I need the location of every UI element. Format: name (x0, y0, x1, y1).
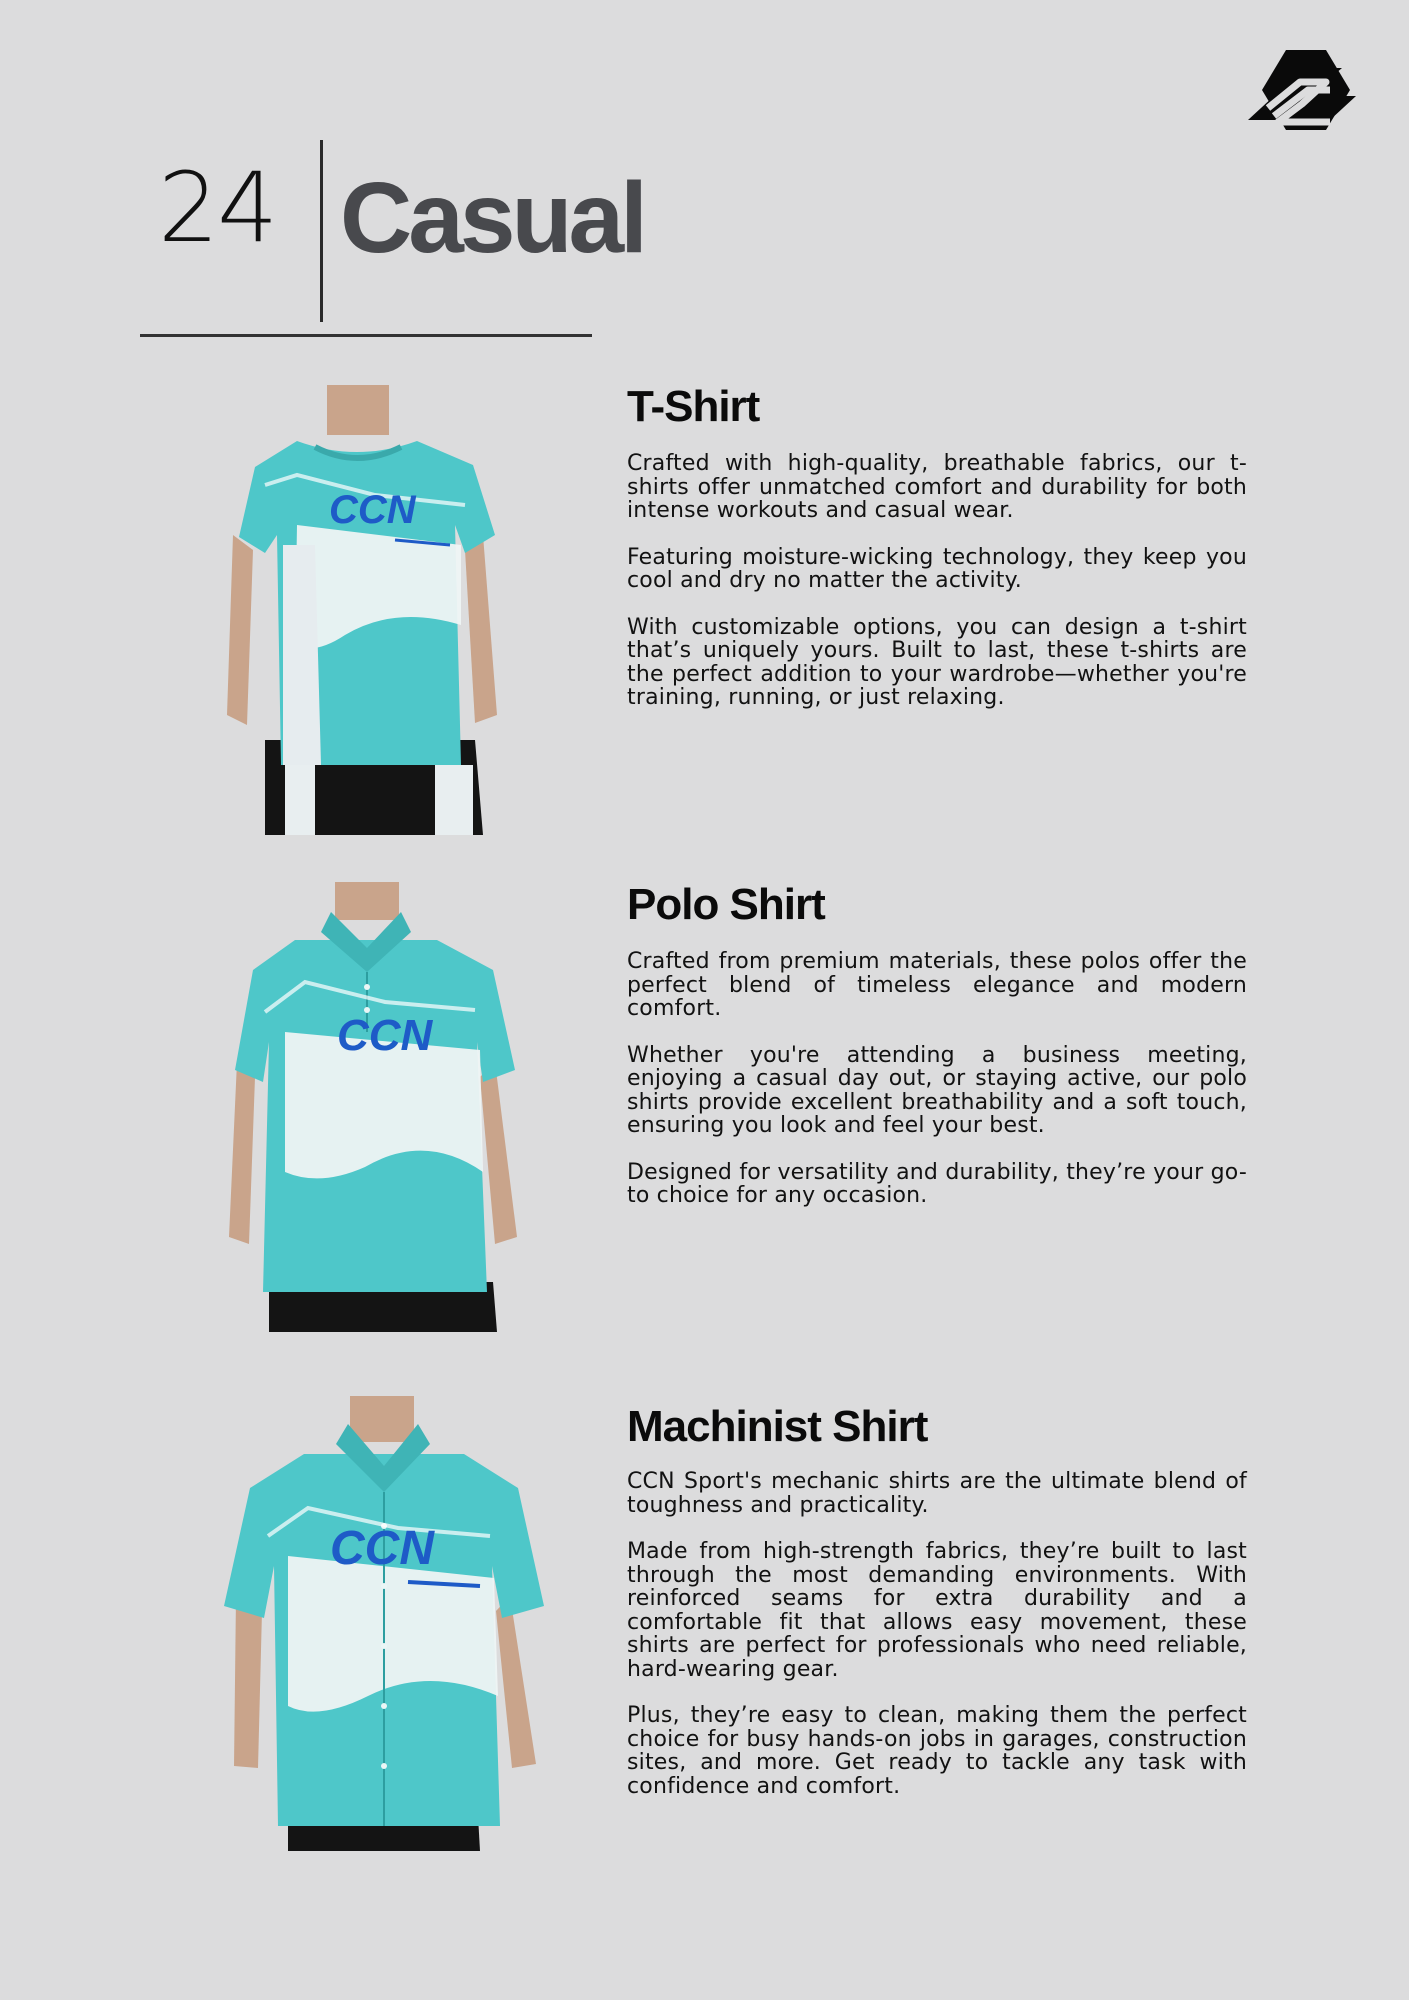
page-number: 24 (158, 152, 277, 264)
description-paragraph: With customizable options, you can design a t-shirt that’s uniquely yours. Built to last, these t-shirts are the perfect addition to your wardrobe—whether you're training, running, or just relaxing. (627, 614, 1247, 710)
shirt-logo-text: CCN (329, 488, 416, 532)
shirt-logo-text: CCN (337, 1011, 433, 1060)
product-description-polo-shirt (627, 950, 1247, 1231)
description-paragraph: Crafted with high-quality, breathable fabrics, our t-shirts offer unmatched comfort and durability for both intense workouts and casual wear. (627, 451, 1247, 523)
product-description-tshirt (627, 452, 1247, 733)
description-paragraph: Plus, they’re easy to clean, making them the perfect choice for busy hands-on jobs in garages, construction sites, and more. Get ready to tackle any task with confidence and comfort. (627, 1703, 1247, 1799)
header-divider-vertical (320, 140, 323, 322)
product-title-tshirt: T-Shirt (627, 382, 760, 431)
product-title-machinist-shirt: Machinist Shirt (627, 1402, 928, 1451)
description-paragraph: Crafted from premium materials, these polos offer the perfect blend of timeless elegance and modern comfort. (627, 949, 1247, 1021)
ccn-logo-icon (1232, 40, 1362, 170)
tshirt-photo (225, 385, 515, 835)
description-paragraph: Featuring moisture-wicking technology, they keep you cool and dry no matter the activity. (627, 544, 1247, 593)
description-paragraph: Whether you're attending a business meeting, enjoying a casual day out, or staying active, our polo shirts provide excellent breathability and a soft touch, ensuring you look and feel your best. (627, 1042, 1247, 1138)
description-paragraph: CCN Sport's mechanic shirts are the ultimate blend of toughness and practicality. (627, 1469, 1247, 1518)
description-paragraph: Designed for versatility and durability, they’re your go-to choice for any occasion. (627, 1159, 1247, 1208)
polo-shirt-photo (225, 882, 525, 1332)
header-divider-horizontal (140, 334, 592, 337)
description-paragraph: Made from high-strength fabrics, they’re built to last through the most demanding environments. With reinforced seams for extra durability and a comfortable fit that allows easy movement, these shirts are perfect for professionals who need reliable, hard-wearing gear. (627, 1539, 1247, 1682)
shirt-logo-text: CCN (330, 1522, 434, 1575)
machinist-shirt-photo (218, 1396, 548, 1851)
section-title: Casual (340, 162, 644, 274)
product-title-polo-shirt: Polo Shirt (627, 880, 825, 929)
product-description-machinist-shirt (627, 1470, 1247, 1821)
